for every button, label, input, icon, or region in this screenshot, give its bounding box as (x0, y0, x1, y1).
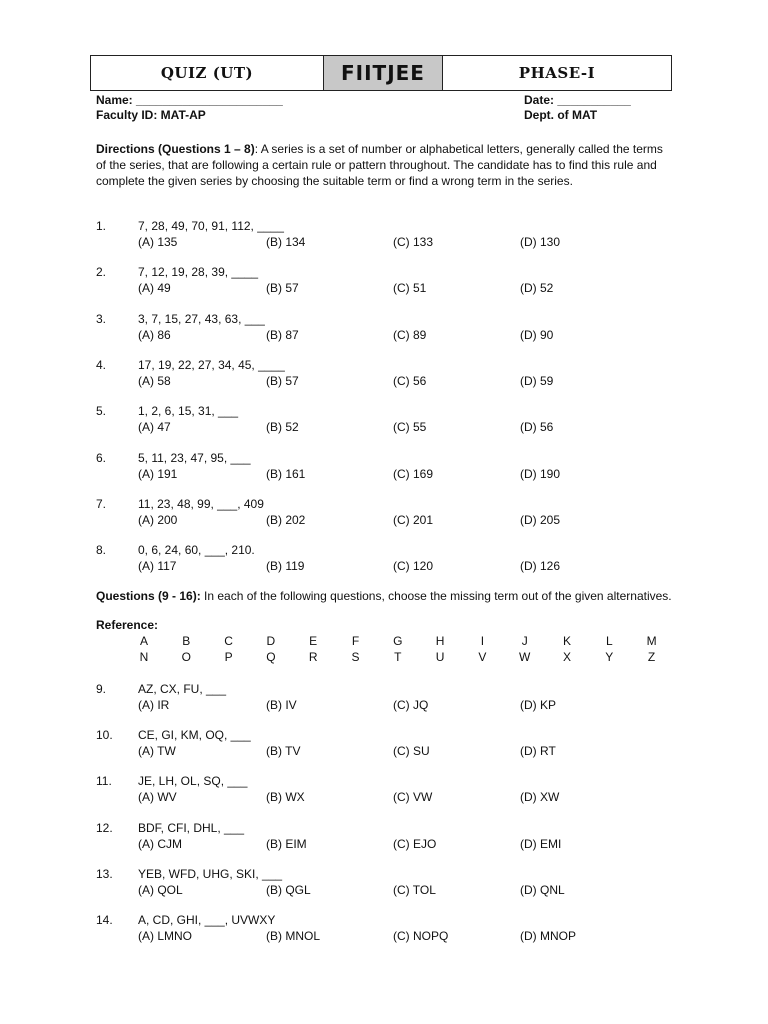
answer-options (138, 882, 678, 898)
option-a[interactable]: (A) QOL (138, 882, 183, 897)
option-a[interactable]: (A) TW (138, 744, 176, 759)
question-number: 6. (96, 450, 107, 465)
answer-options (138, 512, 678, 528)
answer-options (138, 466, 678, 482)
directions-2-text: In each of the following questions, choose the missing term out of the given alternatives. (200, 589, 672, 603)
name-field-label: Name: ______________________ (96, 93, 283, 107)
option-a[interactable]: (A) 117 (138, 559, 177, 574)
reference-letter: L (605, 634, 613, 648)
answer-options (138, 836, 678, 852)
reference-letter: H (435, 634, 445, 648)
reference-letter: F (351, 634, 360, 648)
reference-letter: X (562, 650, 571, 664)
question-stem: YEB, WFD, UHG, SKI, ___ (138, 866, 283, 881)
reference-letter: Y (605, 650, 614, 664)
quiz-title: QUIZ (UT) (91, 56, 324, 90)
option-d[interactable]: (D) KP (520, 698, 556, 712)
reference-letter: B (182, 634, 191, 648)
header-box (90, 55, 672, 91)
option-b[interactable]: (B) EIM (266, 836, 307, 851)
question-number: 13. (96, 866, 113, 881)
reference-letter: E (309, 634, 318, 648)
option-c[interactable]: (C) TOL (393, 882, 436, 897)
option-d[interactable]: (D) RT (520, 744, 556, 759)
option-c[interactable]: (C) 89 (393, 327, 427, 342)
option-a[interactable]: (A) 58 (138, 373, 171, 388)
option-d[interactable]: (D) 126 (520, 559, 561, 574)
reference-letter: O (181, 650, 191, 664)
question-stem: 0, 6, 24, 60, ___, 210. (138, 543, 255, 558)
department: Dept. of MAT (524, 108, 598, 122)
option-b[interactable]: (B) 161 (266, 466, 306, 481)
reference-letter: V (478, 650, 487, 664)
option-b[interactable]: (B) 52 (266, 420, 299, 435)
option-a[interactable]: (A) LMNO (138, 929, 192, 943)
option-b[interactable]: (B) WX (266, 790, 305, 805)
option-c[interactable]: (C) 169 (393, 466, 434, 481)
answer-options (138, 234, 678, 250)
question-stem: JE, LH, OL, SQ, ___ (138, 774, 248, 789)
option-c[interactable]: (C) VW (393, 790, 433, 805)
reference-letter: I (480, 634, 485, 648)
option-c[interactable]: (C) SU (393, 744, 430, 759)
question-number: 9. (96, 682, 107, 696)
option-d[interactable]: (D) EMI (520, 836, 562, 851)
faculty-id: Faculty ID: MAT-AP (96, 108, 206, 122)
directions-1 (96, 141, 674, 189)
option-c[interactable]: (C) JQ (393, 698, 429, 712)
option-b[interactable]: (B) IV (266, 698, 297, 712)
option-b[interactable]: (B) 57 (266, 373, 299, 388)
answer-options (138, 280, 678, 296)
answer-options (138, 558, 678, 574)
reference-letter: K (562, 634, 571, 648)
option-c[interactable]: (C) 133 (393, 235, 434, 249)
option-d[interactable]: (D) 130 (520, 235, 561, 249)
question-number: 8. (96, 543, 107, 558)
reference-letter: R (308, 650, 318, 664)
option-a[interactable]: (A) 47 (138, 420, 171, 435)
option-d[interactable]: (D) 56 (520, 420, 554, 435)
option-d[interactable]: (D) QNL (520, 882, 565, 897)
question-stem: 17, 19, 22, 27, 34, 45, ____ (138, 357, 285, 372)
reference-letter: N (139, 650, 149, 664)
answer-options (138, 419, 678, 435)
question-number: 11. (96, 774, 112, 789)
option-d[interactable]: (D) 90 (520, 327, 554, 342)
question-stem: 5, 11, 23, 47, 95, ___ (138, 450, 251, 465)
option-a[interactable]: (A) 200 (138, 512, 178, 527)
answer-options (138, 928, 678, 944)
question-stem: CE, GI, KM, OQ, ___ (138, 728, 251, 743)
question-stem: A, CD, GHI, ___, UVWXY (138, 913, 276, 927)
directions-2-heading: Questions (9 - 16): (96, 589, 201, 603)
option-c[interactable]: (C) 56 (393, 373, 427, 388)
question-stem: 7, 28, 49, 70, 91, 112, ____ (138, 219, 284, 233)
question-stem: 1, 2, 6, 15, 31, ___ (138, 404, 239, 419)
reference-letter: S (351, 650, 360, 664)
answer-options (138, 789, 678, 805)
reference-letter: J (521, 634, 528, 648)
answer-options (138, 743, 678, 759)
option-b[interactable]: (B) 57 (266, 281, 299, 296)
answer-options (138, 697, 678, 713)
question-number: 7. (96, 496, 107, 511)
reference-letter: D (266, 634, 276, 648)
question-number: 3. (96, 311, 107, 326)
option-c[interactable]: (C) NOPQ (393, 929, 449, 943)
question-number: 5. (96, 404, 107, 419)
option-c[interactable]: (C) 201 (393, 512, 434, 527)
reference-label: Reference: (96, 618, 159, 632)
reference-row-2 (96, 650, 676, 666)
reference-letter: W (519, 650, 531, 664)
reference-letter: P (224, 650, 233, 664)
directions-1-text: : A series is a set of number or alphabetical letters, generally called the terms of the series, that are following a certain rule or pattern throughout. The candidate has to find this rule and complete the given series by choosing the suitable term or find a wrong term in the series. (96, 142, 663, 188)
option-b[interactable]: (B) QGL (266, 882, 311, 897)
option-c[interactable]: (C) 51 (393, 281, 427, 296)
reference-letter: T (394, 650, 402, 664)
question-number: 12. (96, 820, 113, 835)
question-number: 14. (96, 913, 113, 927)
reference-letter: M (646, 634, 657, 648)
option-b[interactable]: (B) 202 (266, 512, 306, 527)
option-b[interactable]: (B) 119 (266, 559, 305, 574)
option-c[interactable]: (C) 55 (393, 420, 427, 435)
directions-1-heading: Directions (Questions 1 – 8) (96, 142, 255, 156)
reference-letter: Q (266, 650, 276, 664)
option-a[interactable]: (A) CJM (138, 836, 182, 851)
reference-letter: Z (647, 650, 656, 664)
option-a[interactable]: (A) 191 (138, 466, 178, 481)
question-stem: 7, 12, 19, 28, 39, ____ (138, 265, 259, 280)
option-a[interactable]: (A) 49 (138, 281, 171, 296)
question-stem: 3, 7, 15, 27, 43, 63, ___ (138, 311, 265, 326)
question-stem: AZ, CX, FU, ___ (138, 682, 227, 696)
option-a[interactable]: (A) 135 (138, 235, 178, 249)
directions-2 (96, 588, 674, 604)
question-number: 10. (96, 728, 113, 743)
option-b[interactable]: (B) 87 (266, 327, 299, 342)
option-c[interactable]: (C) EJO (393, 836, 437, 851)
reference-letter: A (139, 634, 148, 648)
question-stem: BDF, CFI, DHL, ___ (138, 820, 245, 835)
option-b[interactable]: (B) MNOL (266, 929, 320, 943)
answer-options (138, 373, 678, 389)
question-number: 4. (96, 357, 107, 372)
reference-row-1 (96, 634, 676, 650)
question-stem: 11, 23, 48, 99, ___, 409 (138, 496, 264, 511)
answer-options (138, 327, 678, 343)
option-c[interactable]: (C) 120 (393, 559, 434, 574)
fiitjee-logo: FIITJEE (324, 56, 443, 90)
reference-letter: G (393, 634, 403, 648)
phase-label: PHASE-I (518, 64, 596, 82)
option-b[interactable]: (B) TV (266, 744, 301, 759)
option-b[interactable]: (B) 134 (266, 235, 306, 249)
option-d[interactable]: (D) 205 (520, 512, 561, 527)
reference-letter: U (435, 650, 445, 664)
option-d[interactable]: (D) 52 (520, 281, 554, 296)
option-d[interactable]: (D) XW (520, 790, 560, 805)
option-d[interactable]: (D) 190 (520, 466, 561, 481)
option-a[interactable]: (A) IR (138, 698, 170, 712)
option-d[interactable]: (D) MNOP (520, 929, 576, 943)
date-field-label: Date: ___________ (524, 93, 631, 107)
question-number: 1. (96, 219, 107, 233)
question-number: 2. (96, 265, 107, 280)
option-d[interactable]: (D) 59 (520, 373, 554, 388)
option-a[interactable]: (A) 86 (138, 327, 171, 342)
reference-letter: C (224, 634, 233, 648)
option-a[interactable]: (A) WV (138, 790, 177, 805)
